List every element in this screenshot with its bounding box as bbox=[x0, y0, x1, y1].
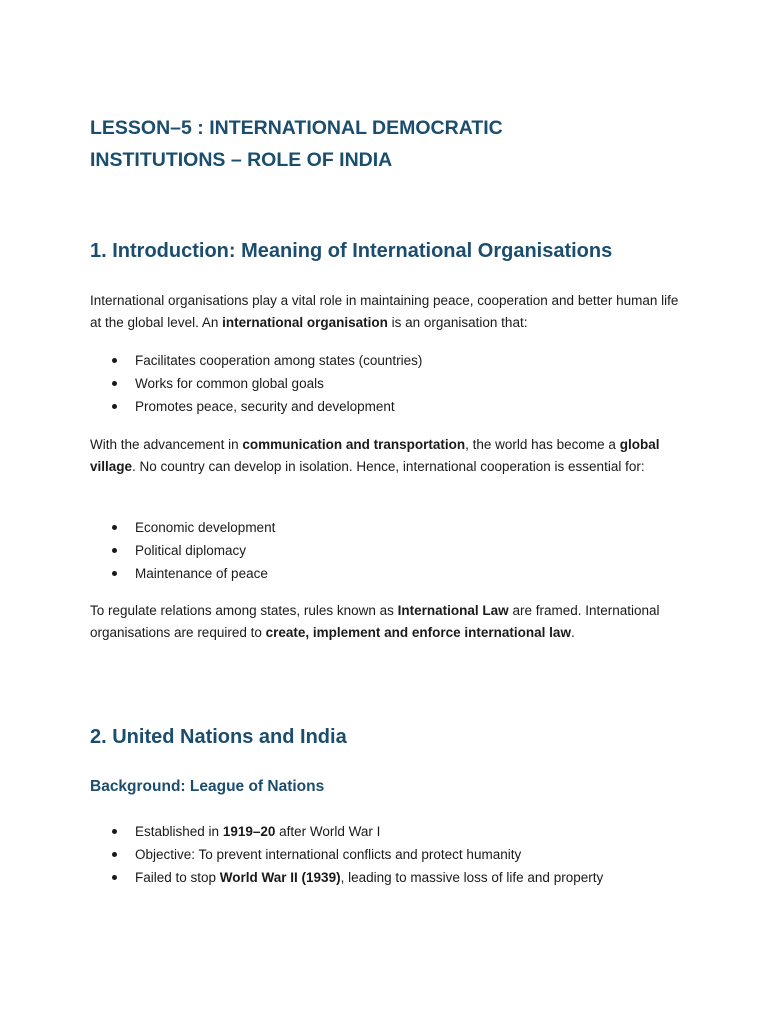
list-item-text: Economic development bbox=[135, 520, 276, 535]
section-1-heading: 1. Introduction: Meaning of International Organisations bbox=[90, 240, 613, 262]
lesson-title bbox=[90, 112, 680, 176]
list-item-text: Maintenance of peace bbox=[135, 566, 268, 581]
list-item bbox=[90, 820, 680, 843]
section-1-paragraph-1 bbox=[90, 290, 680, 334]
section-2-heading: 2. United Nations and India bbox=[90, 726, 347, 748]
bullet-icon bbox=[112, 358, 117, 363]
text-run: , the world has become a bbox=[465, 437, 620, 452]
bold-term: International Law bbox=[397, 603, 509, 618]
text-run: . bbox=[570, 625, 575, 640]
text-run: To regulate relations among states, rules known as bbox=[90, 603, 398, 618]
list-item bbox=[90, 866, 680, 889]
list-item bbox=[90, 539, 680, 562]
section-2-list bbox=[90, 820, 680, 889]
bold-term: communication and transportation bbox=[242, 437, 466, 452]
section-1-list-1 bbox=[90, 349, 680, 418]
list-item bbox=[90, 395, 680, 418]
text-run: Objective: To prevent international conflicts and protect humanity bbox=[135, 847, 522, 862]
bold-term: World War II (1939) bbox=[219, 870, 341, 885]
bold-term: international organisation bbox=[222, 315, 388, 330]
text-run: is an organisation that: bbox=[387, 315, 528, 330]
text-run: With the advancement in bbox=[90, 437, 243, 452]
bullet-icon bbox=[112, 875, 117, 880]
text-run: Failed to stop bbox=[135, 870, 220, 885]
bullet-icon bbox=[112, 381, 117, 386]
bold-term: global village bbox=[90, 437, 660, 474]
lesson-title-line-1: LESSON–5 : INTERNATIONAL DEMOCRATIC bbox=[90, 117, 503, 139]
bullet-icon bbox=[112, 829, 117, 834]
list-item bbox=[90, 372, 680, 395]
list-item bbox=[90, 843, 680, 866]
list-item-text: Promotes peace, security and development bbox=[135, 399, 395, 414]
text-run: are framed. International organisations are required to bbox=[90, 603, 660, 640]
list-item bbox=[90, 349, 680, 372]
section-1-paragraph-3 bbox=[90, 600, 680, 644]
list-item bbox=[90, 516, 680, 539]
bullet-icon bbox=[112, 571, 117, 576]
section-2-subheading: Background: League of Nations bbox=[90, 778, 325, 795]
list-item-text: Political diplomacy bbox=[135, 543, 247, 558]
section-1-paragraph-2 bbox=[90, 434, 680, 478]
bold-term: create, implement and enforce international law bbox=[265, 625, 571, 640]
list-item-text: Works for common global goals bbox=[135, 376, 324, 391]
bullet-icon bbox=[112, 852, 117, 857]
text-run: . No country can develop in isolation. Hence, international cooperation is essential for: bbox=[132, 459, 645, 474]
bold-term: 1919–20 bbox=[222, 824, 276, 839]
lesson-title-line-2: INSTITUTIONS – ROLE OF INDIA bbox=[90, 149, 393, 171]
text-run: Established in bbox=[135, 824, 223, 839]
text-run: International organisations play a vital role in maintaining peace, cooperation and better human life at the global level. An bbox=[90, 293, 679, 330]
bullet-icon bbox=[112, 525, 117, 530]
text-run: after World War I bbox=[275, 824, 381, 839]
bullet-icon bbox=[112, 548, 117, 553]
text-run: , leading to massive loss of life and property bbox=[340, 870, 604, 885]
list-item-text: Facilitates cooperation among states (countries) bbox=[135, 353, 423, 368]
section-1-list-2 bbox=[90, 516, 680, 585]
bullet-icon bbox=[112, 404, 117, 409]
list-item bbox=[90, 562, 680, 585]
